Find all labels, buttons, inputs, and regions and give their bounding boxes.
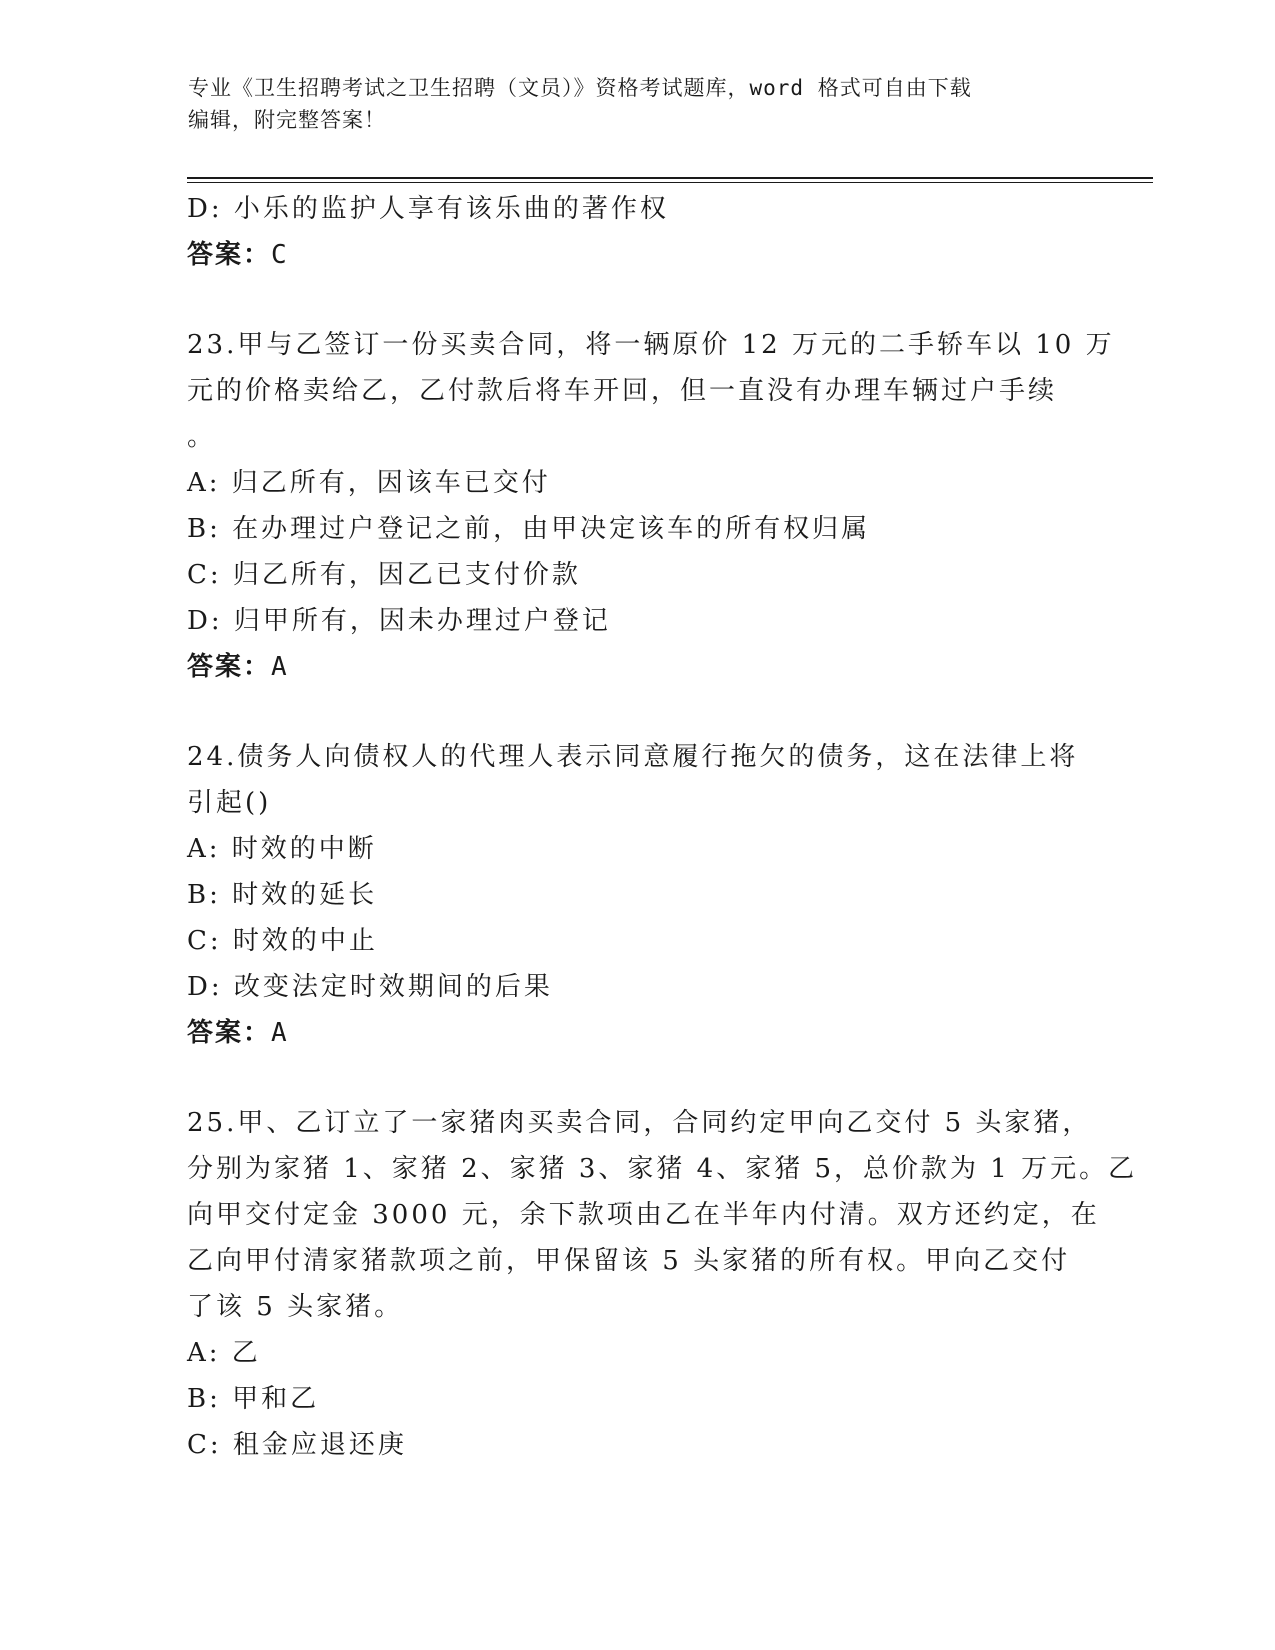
option-b: B: 在办理过户登记之前，由甲决定该车的所有权归属	[187, 514, 871, 544]
question-list	[187, 186, 1138, 1468]
header-line-2: 编辑，附完整答案！	[188, 108, 386, 132]
option-a: A: 归乙所有，因该车已交付	[187, 468, 551, 498]
answer-label: 答案：	[187, 652, 272, 682]
question-stem-line: 元的价格卖给乙，乙付款后将车开回，但一直没有办理车辆过户手续	[187, 376, 1058, 406]
question-25	[187, 1100, 1138, 1468]
question-stem-line: 23.甲与乙签订一份买卖合同，将一辆原价 12 万元的二手轿车以 10 万	[187, 330, 1115, 360]
answer-label: 答案：	[187, 240, 272, 270]
question-stem-line: 24.债务人向债权人的代理人表示同意履行拖欠的债务，这在法律上将	[187, 742, 1079, 772]
question-stem-line: 。	[187, 422, 217, 452]
question-stem-line: 25.甲、乙订立了一家猪肉买卖合同，合同约定甲向乙交付 5 头家猪，	[187, 1108, 1092, 1138]
question-stem-line: 分别为家猪 1、家猪 2、家猪 3、家猪 4、家猪 5，总价款为 1 万元。乙	[187, 1154, 1138, 1184]
option-b: B: 甲和乙	[187, 1384, 320, 1414]
question-22	[187, 186, 1087, 278]
answer-value: C	[271, 240, 289, 270]
question-stem-line: 了该 5 头家猪。	[187, 1292, 404, 1322]
option-c: C: 归乙所有，因乙已支付价款	[187, 560, 581, 590]
option-c: C: 时效的中止	[187, 926, 378, 956]
header-divider-thick	[187, 177, 1153, 179]
option-a: A: 乙	[187, 1338, 261, 1368]
question-stem-line: 向甲交付定金 3000 元，余下款项由乙在半年内付清。双方还约定，在	[187, 1200, 1100, 1230]
option-d: D: 小乐的监护人享有该乐曲的著作权	[187, 194, 669, 224]
page-header	[188, 72, 1088, 136]
question-stem-line: 引起()	[187, 788, 272, 818]
answer-line	[187, 232, 1087, 278]
option-c: C: 租金应退还庚	[187, 1430, 407, 1460]
answer-value: A	[271, 1018, 289, 1048]
option-b: B: 时效的延长	[187, 880, 378, 910]
question-23	[187, 322, 1115, 690]
option-d: D: 改变法定时效期间的后果	[187, 972, 553, 1002]
header-divider-thin	[187, 182, 1153, 183]
question-stem-line: 乙向甲付清家猪款项之前，甲保留该 5 头家猪的所有权。甲向乙交付	[187, 1246, 1071, 1276]
answer-value: A	[271, 652, 289, 682]
answer-line	[187, 1010, 1087, 1056]
option-d: D: 归甲所有，因未办理过户登记	[187, 606, 611, 636]
option-a: A: 时效的中断	[187, 834, 377, 864]
question-24	[187, 734, 1087, 1056]
answer-line	[187, 644, 1087, 690]
answer-label: 答案：	[187, 1018, 272, 1048]
header-line-1: 专业《卫生招聘考试之卫生招聘（文员）》资格考试题库，word 格式可自由下载	[188, 76, 972, 100]
